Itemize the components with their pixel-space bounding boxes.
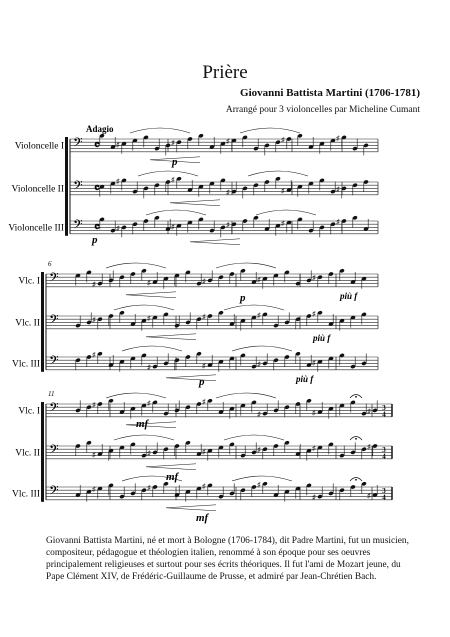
- instrument-label-1-1: Violoncelle I: [14, 141, 64, 152]
- sharp-icon: ♯: [257, 311, 261, 320]
- crescendo-hairpin: [126, 292, 176, 298]
- slur: [106, 263, 166, 268]
- crescendo-hairpin: [170, 200, 220, 206]
- crescendo-hairpin: [146, 464, 196, 470]
- common-time-icon: 𝄴: [94, 137, 100, 153]
- sharp-icon: ♯: [312, 444, 316, 453]
- arranger-credit: Arrangé pour 3 violoncelles par Micheline Cumant: [225, 105, 420, 115]
- slur: [216, 393, 276, 398]
- slur: [122, 346, 182, 351]
- sharp-icon: ♯: [312, 274, 316, 283]
- sharp-icon: ♯: [147, 484, 151, 492]
- slur: [224, 435, 284, 440]
- slur: [248, 171, 308, 176]
- sharp-icon: ♯: [281, 136, 285, 144]
- common-time-icon: 𝄴: [94, 219, 100, 235]
- dynamic-p-1: p: [172, 156, 178, 168]
- instrument-label-3-1: Vlc. I: [18, 406, 40, 417]
- dynamic-piu-f-2: più f: [313, 333, 331, 343]
- notation-marks-group: [48, 124, 386, 524]
- bass-clef-icon: 𝄢: [73, 135, 83, 154]
- dynamic-mf-2: mf: [166, 471, 179, 483]
- bass-clef-icon: 𝄢: [49, 442, 59, 461]
- sharp-icon: ♯: [281, 219, 285, 228]
- measure-number: 6: [48, 260, 52, 268]
- crescendo-hairpin: [166, 375, 216, 381]
- slur: [114, 435, 174, 440]
- sharp-icon: ♯: [116, 224, 120, 233]
- instrument-label-3-2: Vlc. II: [15, 448, 40, 459]
- slur: [130, 128, 190, 133]
- measure-number: 11: [48, 390, 55, 398]
- common-time-icon: 𝄴: [94, 180, 100, 196]
- slur: [232, 346, 292, 351]
- sharp-icon: ♯: [202, 397, 206, 406]
- sharp-icon: ♯: [336, 185, 340, 194]
- time-signature-bottom: 4: [382, 493, 386, 502]
- slur: [216, 263, 276, 268]
- sharp-icon: ♯: [202, 447, 206, 456]
- instrument-label-2-2: Vlc. II: [15, 318, 40, 329]
- bass-clef-icon: 𝄢: [49, 483, 59, 502]
- time-signature-top: 3: [382, 404, 386, 413]
- sharp-icon: ♯: [116, 140, 120, 149]
- sharp-icon: ♯: [367, 443, 371, 451]
- sharp-icon: ♯: [92, 316, 96, 325]
- sharp-icon: ♯: [281, 187, 285, 195]
- instrument-label-3-3: Vlc. III: [12, 489, 40, 500]
- sharp-icon: ♯: [257, 446, 261, 455]
- sharp-icon: ♯: [367, 492, 371, 500]
- dynamic-piu-f-1: più f: [340, 291, 358, 301]
- slur: [224, 305, 284, 310]
- sharp-icon: ♯: [171, 222, 175, 231]
- sharp-icon: ♯: [202, 313, 206, 321]
- sharp-icon: ♯: [92, 350, 96, 359]
- sharp-icon: ♯: [257, 480, 261, 489]
- fermata-dot: [355, 479, 357, 481]
- time-signature-top: 3: [382, 487, 386, 496]
- bass-clef-icon: 𝄢: [49, 400, 59, 419]
- sharp-icon: ♯: [92, 485, 96, 494]
- sharp-icon: ♯: [226, 188, 230, 197]
- crescendo-hairpin: [190, 239, 240, 245]
- sharp-icon: ♯: [257, 275, 261, 284]
- sharp-icon: ♯: [336, 134, 340, 143]
- composer-credit: Giovanni Battista Martini (1706-1781): [240, 87, 420, 99]
- bass-clef-icon: 𝄢: [73, 178, 83, 197]
- sharp-icon: ♯: [147, 399, 151, 408]
- sharp-icon: ♯: [92, 280, 96, 289]
- sharp-icon: ♯: [312, 309, 316, 318]
- sharp-icon: ♯: [147, 279, 151, 287]
- slur: [256, 210, 316, 215]
- sharp-icon: ♯: [226, 137, 230, 146]
- dynamic-mf-3: mf: [196, 512, 209, 524]
- instrument-label-1-3: Violoncelle III: [8, 223, 64, 234]
- sharp-icon: ♯: [116, 177, 120, 186]
- sharp-icon: ♯: [312, 358, 316, 367]
- bass-clef-icon: 𝄢: [73, 217, 83, 236]
- system-bracket: [65, 137, 68, 236]
- sharp-icon: ♯: [257, 360, 261, 369]
- sharp-icon: ♯: [202, 362, 206, 370]
- slur: [114, 305, 174, 310]
- instrument-label-2-1: Vlc. I: [18, 276, 40, 287]
- slur: [138, 171, 198, 176]
- sharp-icon: ♯: [367, 407, 371, 416]
- bass-clef-icon: 𝄢: [49, 270, 59, 289]
- sharp-icon: ♯: [147, 363, 151, 372]
- sharp-icon: ♯: [147, 449, 151, 458]
- crescendo-hairpin: [166, 505, 216, 511]
- dynamic-p-2: p: [92, 234, 98, 246]
- time-signature-bottom: 4: [382, 452, 386, 461]
- slur: [232, 476, 292, 481]
- sharp-icon: ♯: [171, 139, 175, 148]
- crescendo-hairpin: [146, 334, 196, 340]
- sharp-icon: ♯: [202, 482, 206, 491]
- sharp-icon: ♯: [92, 451, 96, 459]
- dynamic-p-4: p: [199, 376, 205, 388]
- instrument-label-1-2: Violoncelle II: [11, 184, 64, 195]
- tempo-marking: Adagio: [86, 124, 114, 134]
- sharp-icon: ♯: [257, 410, 261, 419]
- system-bracket: [41, 402, 44, 502]
- sharp-icon: ♯: [312, 493, 316, 502]
- system-bracket: [41, 272, 44, 372]
- fermata-dot: [355, 438, 357, 440]
- piece-title: Prière: [202, 62, 248, 83]
- sharp-icon: ♯: [336, 218, 340, 226]
- dynamic-piu-f-3: più f: [296, 374, 314, 384]
- time-signature-bottom: 4: [382, 410, 386, 419]
- sharp-icon: ♯: [92, 401, 96, 409]
- time-signature-top: 3: [382, 446, 386, 455]
- sharp-icon: ♯: [171, 175, 175, 184]
- sharp-icon: ♯: [226, 221, 230, 230]
- composer-biography: Giovanni Battista Martini, né et mort à Bologne (1706-1784), dit Padre Martini, fut un musicien, compositeur, pédagogue et théologien italien, renommé à son époque pour ses oeuvres principalement religieuses et surtout pour ses écrits théoriques. Il fut l'ami de Mozart jeune, du Pape Clément XIV, de Frédéric-Guillaume de Prusse, et admiré par Jean-Chrétien Bach.: [46, 536, 409, 582]
- dynamic-p-3: p: [240, 292, 246, 304]
- sharp-icon: ♯: [202, 277, 206, 286]
- sharp-icon: ♯: [312, 409, 316, 417]
- crescendo-hairpin: [126, 422, 176, 428]
- slur: [240, 128, 300, 133]
- slur: [106, 393, 166, 398]
- dynamic-mf-1: mf: [136, 418, 149, 430]
- bass-clef-icon: 𝄢: [49, 353, 59, 372]
- bass-clef-icon: 𝄢: [49, 312, 59, 331]
- fermata-dot: [355, 396, 357, 398]
- instrument-label-2-3: Vlc. III: [12, 359, 40, 370]
- sharp-icon: ♯: [147, 314, 151, 323]
- slur: [146, 210, 206, 215]
